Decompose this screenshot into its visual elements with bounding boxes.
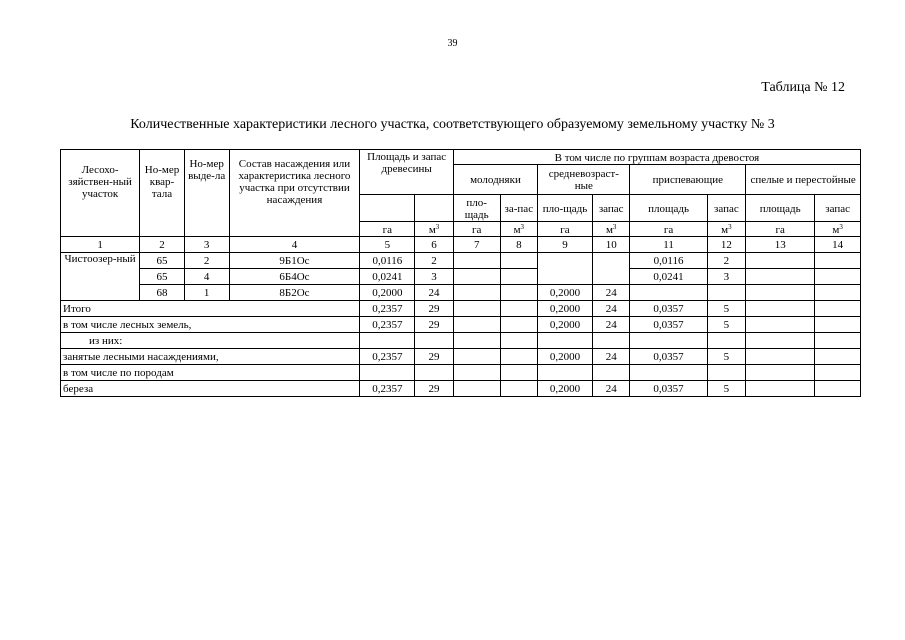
cell-mature-stock — [815, 365, 861, 381]
cell-maturing-stock — [707, 365, 746, 381]
column-number: 8 — [500, 237, 538, 253]
cell-maturing-area — [630, 365, 707, 381]
header-middle-stock: запас — [592, 195, 630, 222]
unit-ha: га — [746, 222, 815, 237]
cell-young-area — [453, 333, 500, 349]
unit-m3: $м^3$ — [500, 222, 538, 237]
header-young: молодняки — [453, 165, 537, 195]
column-number: 9 — [538, 237, 593, 253]
cell-middle-stock — [592, 253, 630, 269]
cell-young-stock — [500, 253, 538, 269]
cell-young-area — [453, 365, 500, 381]
column-number: 2 — [140, 237, 185, 253]
unit-ha: га — [538, 222, 593, 237]
summary-row — [61, 301, 861, 317]
cell-young-area — [453, 285, 500, 301]
summary-row — [61, 333, 861, 349]
forestry-unit-name: Чистоозер-ный — [61, 253, 140, 285]
cell-maturing-stock: 5 — [707, 317, 746, 333]
cell-young-stock — [500, 365, 538, 381]
header-young-area: пло-щадь — [453, 195, 500, 222]
cell-maturing-area: 0,0357 — [630, 317, 707, 333]
cell-stock: 24 — [415, 285, 454, 301]
header-maturing-area: площадь — [630, 195, 707, 222]
cell-composition: 6Б4Ос — [229, 269, 360, 285]
column-number: 3 — [184, 237, 229, 253]
cell-mature-stock — [815, 285, 861, 301]
cell-young-stock — [500, 349, 538, 365]
cell-mature-stock — [815, 253, 861, 269]
cell-young-stock — [500, 285, 538, 301]
cell-middle-area: 0,2000 — [538, 381, 593, 397]
table-label: Таблица № 12 — [761, 80, 845, 95]
header-forestry-unit: Лесохо-зяйствен-ный участок — [61, 150, 140, 237]
cell-middle-area: 0,2000 — [538, 301, 593, 317]
header-mature-stock: запас — [815, 195, 861, 222]
cell-mature-area — [746, 333, 815, 349]
cell-area: 0,0116 — [360, 253, 415, 269]
cell-quarter: 65 — [140, 269, 185, 285]
column-number: 6 — [415, 237, 454, 253]
cell-maturing-area — [630, 285, 707, 301]
cell-composition: 9Б1Ос — [229, 253, 360, 269]
header-stock-blank — [415, 195, 454, 222]
cell-middle-stock — [592, 269, 630, 285]
header-section-no: Но-мер выде-ла — [184, 150, 229, 237]
cell-middle-area: 0,2000 — [538, 349, 593, 365]
cell-young-area — [453, 349, 500, 365]
cell-young-stock — [500, 317, 538, 333]
cell-young-area — [453, 317, 500, 333]
cell-middle-stock — [592, 333, 630, 349]
header-composition: Состав насаждения или характеристика лесного участка при отсутствии насаждения — [229, 150, 360, 237]
cell-young-area — [453, 269, 500, 285]
table-row — [61, 285, 861, 301]
cell-mature-stock — [815, 333, 861, 349]
cell-middle-area — [538, 333, 593, 349]
cell-mature-area — [746, 381, 815, 397]
cell-maturing-area: 0,0116 — [630, 253, 707, 269]
cell-young-stock — [500, 301, 538, 317]
cell-maturing-stock: 5 — [707, 349, 746, 365]
cell-area: 0,2357 — [360, 349, 415, 365]
cell-middle-stock: 24 — [592, 301, 630, 317]
cell-stock: 29 — [415, 301, 454, 317]
forest-plot-table — [60, 149, 861, 397]
summary-label: береза — [61, 381, 360, 397]
header-maturing: приспевающие — [630, 165, 746, 195]
column-number: 10 — [592, 237, 630, 253]
summary-row — [61, 365, 861, 381]
cell-middle-stock — [592, 365, 630, 381]
column-number-row — [61, 237, 861, 253]
cell-area — [360, 365, 415, 381]
summary-label: занятые лесными насаждениями, — [61, 349, 360, 365]
summary-row — [61, 317, 861, 333]
cell-maturing-stock: 5 — [707, 301, 746, 317]
cell-mature-area — [746, 317, 815, 333]
header-maturing-stock: запас — [707, 195, 746, 222]
unit-m3: $м^3$ — [415, 222, 454, 237]
summary-label: в том числе лесных земель, — [61, 317, 360, 333]
column-number: 12 — [707, 237, 746, 253]
cell-young-area — [453, 381, 500, 397]
cell-middle-stock: 24 — [592, 381, 630, 397]
cell-mature-area — [746, 269, 815, 285]
cell-area: 0,2000 — [360, 285, 415, 301]
unit-m3: $м^3$ — [815, 222, 861, 237]
header-age-groups: В том числе по группам возраста древостоя — [453, 150, 860, 165]
cell-middle-area — [538, 269, 593, 285]
unit-ha: га — [360, 222, 415, 237]
cell-area: 0,2357 — [360, 317, 415, 333]
summary-row — [61, 349, 861, 365]
unit-ha: га — [453, 222, 500, 237]
cell-middle-area — [538, 253, 593, 269]
cell-maturing-area: 0,0357 — [630, 349, 707, 365]
cell-stock: 29 — [415, 349, 454, 365]
cell-area: 0,2357 — [360, 301, 415, 317]
cell-stock — [415, 333, 454, 349]
cell-stock: 2 — [415, 253, 454, 269]
cell-maturing-stock: 2 — [707, 253, 746, 269]
cell-section: 1 — [184, 285, 229, 301]
header-mature: спелые и перестойные — [746, 165, 861, 195]
header-area-blank — [360, 195, 415, 222]
cell-middle-area: 0,2000 — [538, 285, 593, 301]
cell-middle-stock: 24 — [592, 349, 630, 365]
cell-young-area — [453, 301, 500, 317]
cell-maturing-area: 0,0241 — [630, 269, 707, 285]
cell-maturing-stock — [707, 285, 746, 301]
cell-quarter: 68 — [140, 285, 185, 301]
cell-mature-area — [746, 301, 815, 317]
cell-mature-stock — [815, 269, 861, 285]
cell-stock: 3 — [415, 269, 454, 285]
header-quarter-no: Но-мер квар-тала — [140, 150, 185, 237]
unit-m3: $м^3$ — [707, 222, 746, 237]
cell-mature-area — [746, 253, 815, 269]
column-number: 5 — [360, 237, 415, 253]
cell-area: 0,0241 — [360, 269, 415, 285]
cell-young-area — [453, 253, 500, 269]
cell-quarter: 65 — [140, 253, 185, 269]
cell-stock — [415, 365, 454, 381]
unit-ha: га — [630, 222, 707, 237]
cell-maturing-area — [630, 333, 707, 349]
column-number: 14 — [815, 237, 861, 253]
cell-mature-stock — [815, 301, 861, 317]
cell-mature-stock — [815, 381, 861, 397]
forestry-unit-blank — [61, 285, 140, 301]
summary-label: Итого — [61, 301, 360, 317]
cell-section: 4 — [184, 269, 229, 285]
cell-middle-area: 0,2000 — [538, 317, 593, 333]
cell-maturing-stock — [707, 333, 746, 349]
header-middle-area: пло-щадь — [538, 195, 593, 222]
cell-middle-stock: 24 — [592, 317, 630, 333]
page-number: 39 — [447, 38, 458, 49]
table-row — [61, 253, 861, 269]
cell-young-stock — [500, 381, 538, 397]
cell-maturing-area: 0,0357 — [630, 381, 707, 397]
column-number: 11 — [630, 237, 707, 253]
cell-middle-area — [538, 365, 593, 381]
cell-young-stock — [500, 269, 538, 285]
cell-maturing-area: 0,0357 — [630, 301, 707, 317]
summary-label: в том числе по породам — [61, 365, 360, 381]
cell-area — [360, 333, 415, 349]
cell-stock: 29 — [415, 317, 454, 333]
summary-row — [61, 381, 861, 397]
cell-young-stock — [500, 333, 538, 349]
cell-mature-area — [746, 285, 815, 301]
summary-label: из них: — [61, 333, 360, 349]
header-mature-area: площадь — [746, 195, 815, 222]
cell-mature-area — [746, 365, 815, 381]
cell-area: 0,2357 — [360, 381, 415, 397]
header-middle-aged: средневозраст-ные — [538, 165, 630, 195]
cell-stock: 29 — [415, 381, 454, 397]
cell-middle-stock: 24 — [592, 285, 630, 301]
header-area-stock: Площадь и запас древесины — [360, 150, 453, 195]
cell-composition: 8Б2Ос — [229, 285, 360, 301]
table-row — [61, 269, 861, 285]
table-heading: Количественные характеристики лесного участка, соответствующего образуемому земельному участку № 3 — [130, 117, 775, 132]
column-number: 7 — [453, 237, 500, 253]
column-number: 1 — [61, 237, 140, 253]
cell-mature-area — [746, 349, 815, 365]
cell-maturing-stock: 5 — [707, 381, 746, 397]
column-number: 4 — [229, 237, 360, 253]
header-young-stock: за-пас — [500, 195, 538, 222]
cell-mature-stock — [815, 349, 861, 365]
column-number: 13 — [746, 237, 815, 253]
cell-mature-stock — [815, 317, 861, 333]
cell-maturing-stock: 3 — [707, 269, 746, 285]
cell-section: 2 — [184, 253, 229, 269]
unit-m3: $м^3$ — [592, 222, 630, 237]
